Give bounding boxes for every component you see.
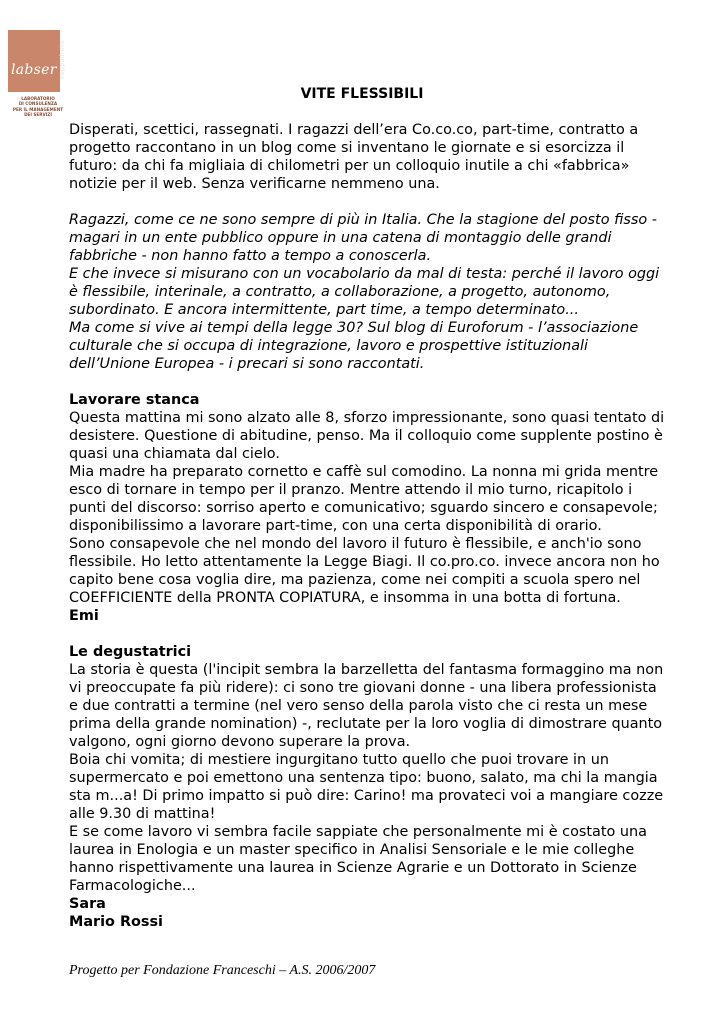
document-body bbox=[69, 121, 669, 931]
logo-subtitle-line: PER IL MANAGEMENT bbox=[12, 106, 64, 112]
italic-paragraph: E che invece si misurano con un vocabolario da mal di testa: perché il lavoro oggi è flessibile, interinale, a contratto, a collaborazione, a progetto, autonomo, subordinato. E ancora intermittente, part time, a tempo determinato... bbox=[69, 266, 660, 318]
body-paragraph: La storia è questa (l'incipit sembra la barzelletta del fantasma formaggino ma non vi preoccupate fa più ridere): ci sono tre giovani donne - una libera professionista e due contratti a termine (nel vero senso della parola visto che ci resta un mese prima della grande nomination) -, reclutate per la loro voglia di dimostrare quanto valgono, ogni giorno devono superare la prova. bbox=[69, 662, 664, 750]
intro-paragraph: Disperati, scettici, rassegnati. I ragazzi dell’era Co.co.co, part-time, contratto a progetto raccontano in un blog come si inventano le giornate e si esorcizza il futuro: da chi fa migliaia di chilometri per un colloquio inutile a chi «fabbrica» notizie per il web. Senza verificarne nemmeno una. bbox=[69, 122, 639, 192]
body-paragraph: Sono consapevole che nel mondo del lavoro il futuro è flessibile, e anch'io sono flessibile. Ho letto attentamente la Legge Biagi. Il co.pro.co. invece ancora non ho capito bene cosa voglia dire, ma pazienza, come nei compiti a scuola spero nel COEFFICIENTE della PRONTA COPIATURA, e insomma in una botta di fortuna. bbox=[69, 536, 660, 606]
logo-subtitle-line: DEI SERVIZI bbox=[24, 112, 52, 118]
logo-vertical-text: ceppadreto bbox=[58, 39, 66, 80]
signature: Sara bbox=[69, 896, 106, 912]
labser-logo bbox=[8, 30, 66, 92]
section-heading: Lavorare stanca bbox=[69, 392, 200, 408]
italic-paragraph: Ma come si vive ai tempi della legge 30? Sul blog di Euroforum - l’associazione culturale che si occupa di integrazione, lavoro e prospettive istituzionali dell’Unione Europea - i precari si sono raccontati. bbox=[69, 320, 639, 372]
signature: Emi bbox=[69, 608, 99, 624]
body-paragraph: E se come lavoro vi sembra facile sappiate che personalmente mi è costato una laurea in Enologia e un master specifico in Analisi Sensoriale e le mie colleghe hanno rispettivamente una laurea in Scienze Agrarie e un Dottorato in Scienze Farmacologiche... bbox=[69, 824, 647, 894]
italic-paragraph: Ragazzi, come ce ne sono sempre di più in Italia. Che la stagione del posto fisso - magari in un ente pubblico oppure in una catena di montaggio delle grandi fabbriche - non hanno fatto a tempo a conoscerla. bbox=[69, 212, 657, 264]
author-name: Mario Rossi bbox=[69, 914, 163, 930]
document-title: VITE FLESSIBILI bbox=[300, 86, 424, 102]
body-paragraph: Boia chi vomita; di mestiere ingurgitano tutto quello che puoi trovare in un supermercato e poi emettono una sentenza tipo: buono, salato, ma chi la mangia sta m...a! Di primo impatto si può dire: Carino! ma provateci voi a mangiare cozze alle 9.30 di mattina! bbox=[69, 752, 664, 822]
page-footer: Progetto per Fondazione Franceschi – A.S. 2006/2007 bbox=[69, 963, 376, 978]
body-paragraph: Questa mattina mi sono alzato alle 8, sforzo impressionante, sono quasi tentato di desistere. Questione di abitudine, penso. Ma il colloquio come supplente postino è quasi una chiamata dal cielo. bbox=[69, 410, 665, 462]
logo-subtitle-line: DI CONSULENZA bbox=[18, 101, 58, 107]
section-heading: Le degustatrici bbox=[69, 644, 192, 660]
logo-subtitle-line: LABORATORIO bbox=[21, 96, 55, 101]
body-paragraph: Mia madre ha preparato cornetto e caffè sul comodino. La nonna mi grida mentre esco di tornare in tempo per il pranzo. Mentre attendo il mio turno, ricapitolo i punti del discorso: sorriso aperto e comunicativo; sguardo sincero e consapevole; disponibilissimo a lavorare part-time, con una certa disponibilità di orario. bbox=[69, 464, 659, 534]
logo-wordmark: labser bbox=[11, 62, 57, 78]
